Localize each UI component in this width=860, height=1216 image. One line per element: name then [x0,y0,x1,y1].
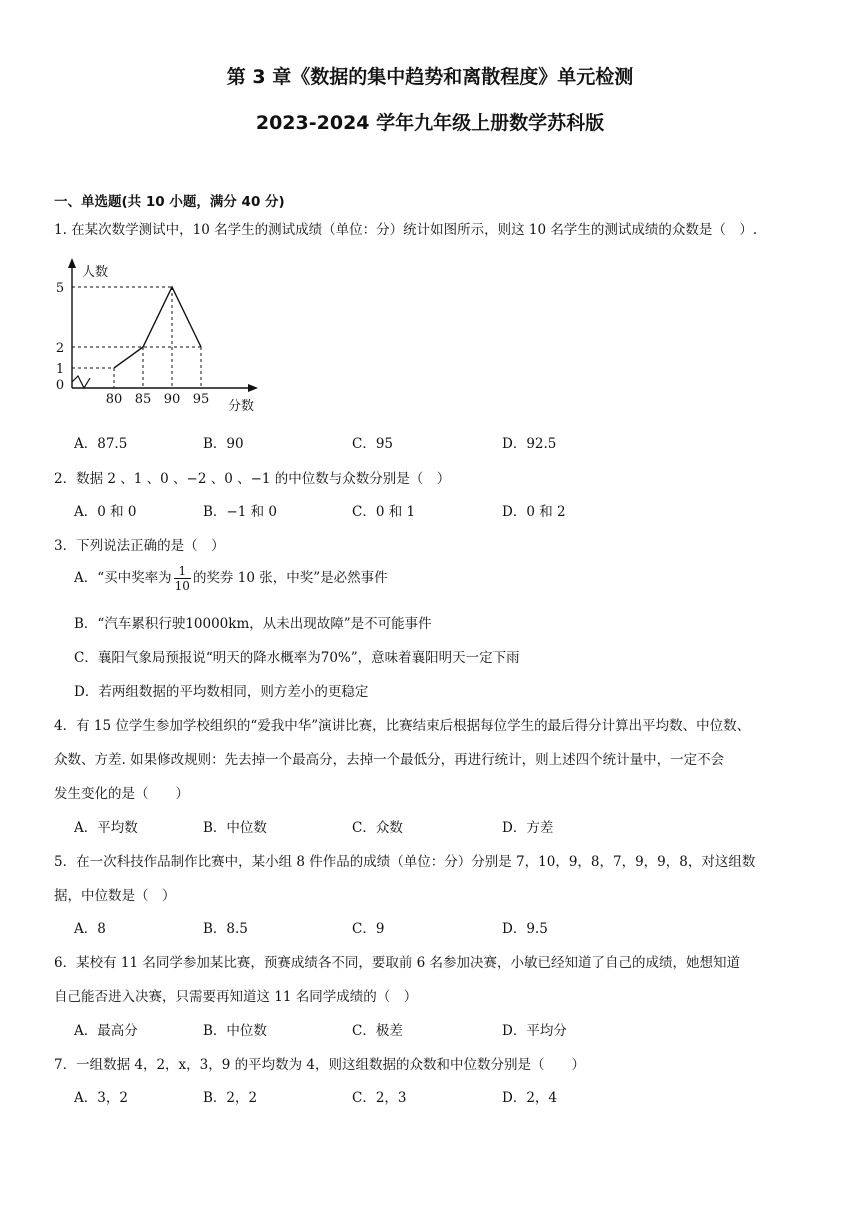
q2-option-c[interactable]: C．0 和 1 [352,504,416,520]
series-line [114,287,201,368]
y-tick-0: 0 [55,378,65,393]
y-tick-1: 1 [55,362,65,377]
question-2-stem: 2．数据 2 、1 、0 、−2 、0 、−1 的中位数与众数分别是（ ） [54,471,451,487]
x-axis-arrow [248,384,258,392]
question-1-stem: 1. 在某次数学测试中，10 名学生的测试成绩（单位：分）统计如图所示，则这 10 名学生的测试成绩的众数是（ ）. [54,222,758,238]
question-6-stem-line-1: 6．某校有 11 名同学参加某比赛，预赛成绩各不同，要取前 6 名参加决赛，小敏已经知道了自己的成绩，她想知道 [54,955,741,971]
page-title: 第 3 章《数据的集中趋势和离散程度》单元检测 [226,66,634,88]
q4-option-d[interactable]: D．方差 [502,820,554,836]
question-5-stem-line-1: 5．在一次科技作品制作比赛中，某小组 8 件作品的成绩（单位：分）分别是 7，10，9，8，7，9，9，8，对这组数 [54,854,756,870]
y-tick-2: 2 [55,341,65,356]
question-6-stem-line-2: 自己能否进入决赛，只需要再知道这 11 名同学成绩的（ ） [54,989,418,1005]
question-4-stem-line-3: 发生变化的是（ ） [54,786,189,802]
fraction-numerator: 1 [174,564,191,579]
q3-option-a-suffix: 的奖券 10 张，中奖”是必然事件 [192,570,388,586]
q2-option-d[interactable]: D．0 和 2 [502,504,566,520]
x-tick-80: 80 [105,392,123,407]
q5-option-c[interactable]: C．9 [352,921,385,937]
q1-option-b[interactable]: B．90 [203,436,244,452]
y-tick-labels [56,281,64,393]
question-4-stem-line-2: 众数、方差. 如果修改规则：先去掉一个最高分，去掉一个最低分，再进行统计，则上述四个统计量中，一定不会 [54,752,725,768]
x-tick-95: 95 [192,392,210,407]
y-axis-arrow [68,258,76,268]
q1-option-c[interactable]: C．95 [352,436,394,452]
x-tick-90: 90 [163,392,181,407]
fraction-denominator: 10 [174,579,190,593]
q6-option-a[interactable]: A．最高分 [74,1023,138,1039]
chart-figure [52,254,272,419]
guide-lines [72,287,201,388]
q7-option-c[interactable]: C．2，3 [352,1090,407,1106]
q6-option-c[interactable]: C．极差 [352,1023,403,1039]
y-axis-label: 人数 [82,265,109,280]
q7-option-a[interactable]: A．3，2 [74,1090,128,1106]
q1-option-a[interactable]: A．87.5 [74,436,128,452]
q7-option-d[interactable]: D．2，4 [502,1090,558,1106]
q5-option-b[interactable]: B．8.5 [203,921,248,937]
question-3-stem: 3．下列说法正确的是（ ） [54,538,225,554]
q4-option-c[interactable]: C．众数 [352,820,403,836]
x-tick-labels [106,392,210,407]
q4-option-b[interactable]: B．中位数 [203,820,267,836]
question-4-stem-line-1: 4．有 15 位学生参加学校组织的“爱我中华”演讲比赛，比赛结束后根据每位学生的最后得分计算出平均数、中位数、 [54,718,751,734]
axis-break [72,376,90,388]
q1-option-d[interactable]: D．92.5 [502,436,557,452]
question-5-stem-line-2: 据，中位数是（ ） [54,888,176,904]
q7-option-b[interactable]: B．2，2 [203,1090,258,1106]
q6-option-b[interactable]: B．中位数 [203,1023,267,1039]
q3-option-b[interactable]: B．“汽车累积行驶10000km，从未出现故障”是不可能事件 [74,616,432,632]
q5-option-a[interactable]: A．8 [74,921,106,937]
question-7-stem: 7．一组数据 4，2，x，3，9 的平均数为 4，则这组数据的众数和中位数分别是（ ） [54,1057,586,1073]
y-tick-5: 5 [55,281,65,296]
page-subtitle: 2023-2024 学年九年级上册数学苏科版 [255,112,605,134]
q3-option-d[interactable]: D．若两组数据的平均数相同，则方差小的更稳定 [74,684,369,700]
q6-option-d[interactable]: D．平均分 [502,1023,567,1039]
q2-option-b[interactable]: B．−1 和 0 [203,504,277,520]
q3-option-a[interactable] [74,564,388,593]
x-axis-label: 分数 [228,399,255,414]
q2-option-a[interactable]: A．0 和 0 [74,504,137,520]
q3-option-a-prefix: A．“买中奖率为 [74,570,172,586]
x-tick-85: 85 [134,392,152,407]
q4-option-a[interactable]: A．平均数 [74,820,138,836]
q5-option-d[interactable]: D．9.5 [502,921,548,937]
q3-option-c[interactable]: C．襄阳气象局预报说“明天的降水概率为70%”，意味着襄阳明天一定下雨 [74,650,520,666]
section-heading: 一、单选题(共 10 小题，满分 40 分) [54,194,285,210]
fraction-one-tenth [174,564,191,593]
